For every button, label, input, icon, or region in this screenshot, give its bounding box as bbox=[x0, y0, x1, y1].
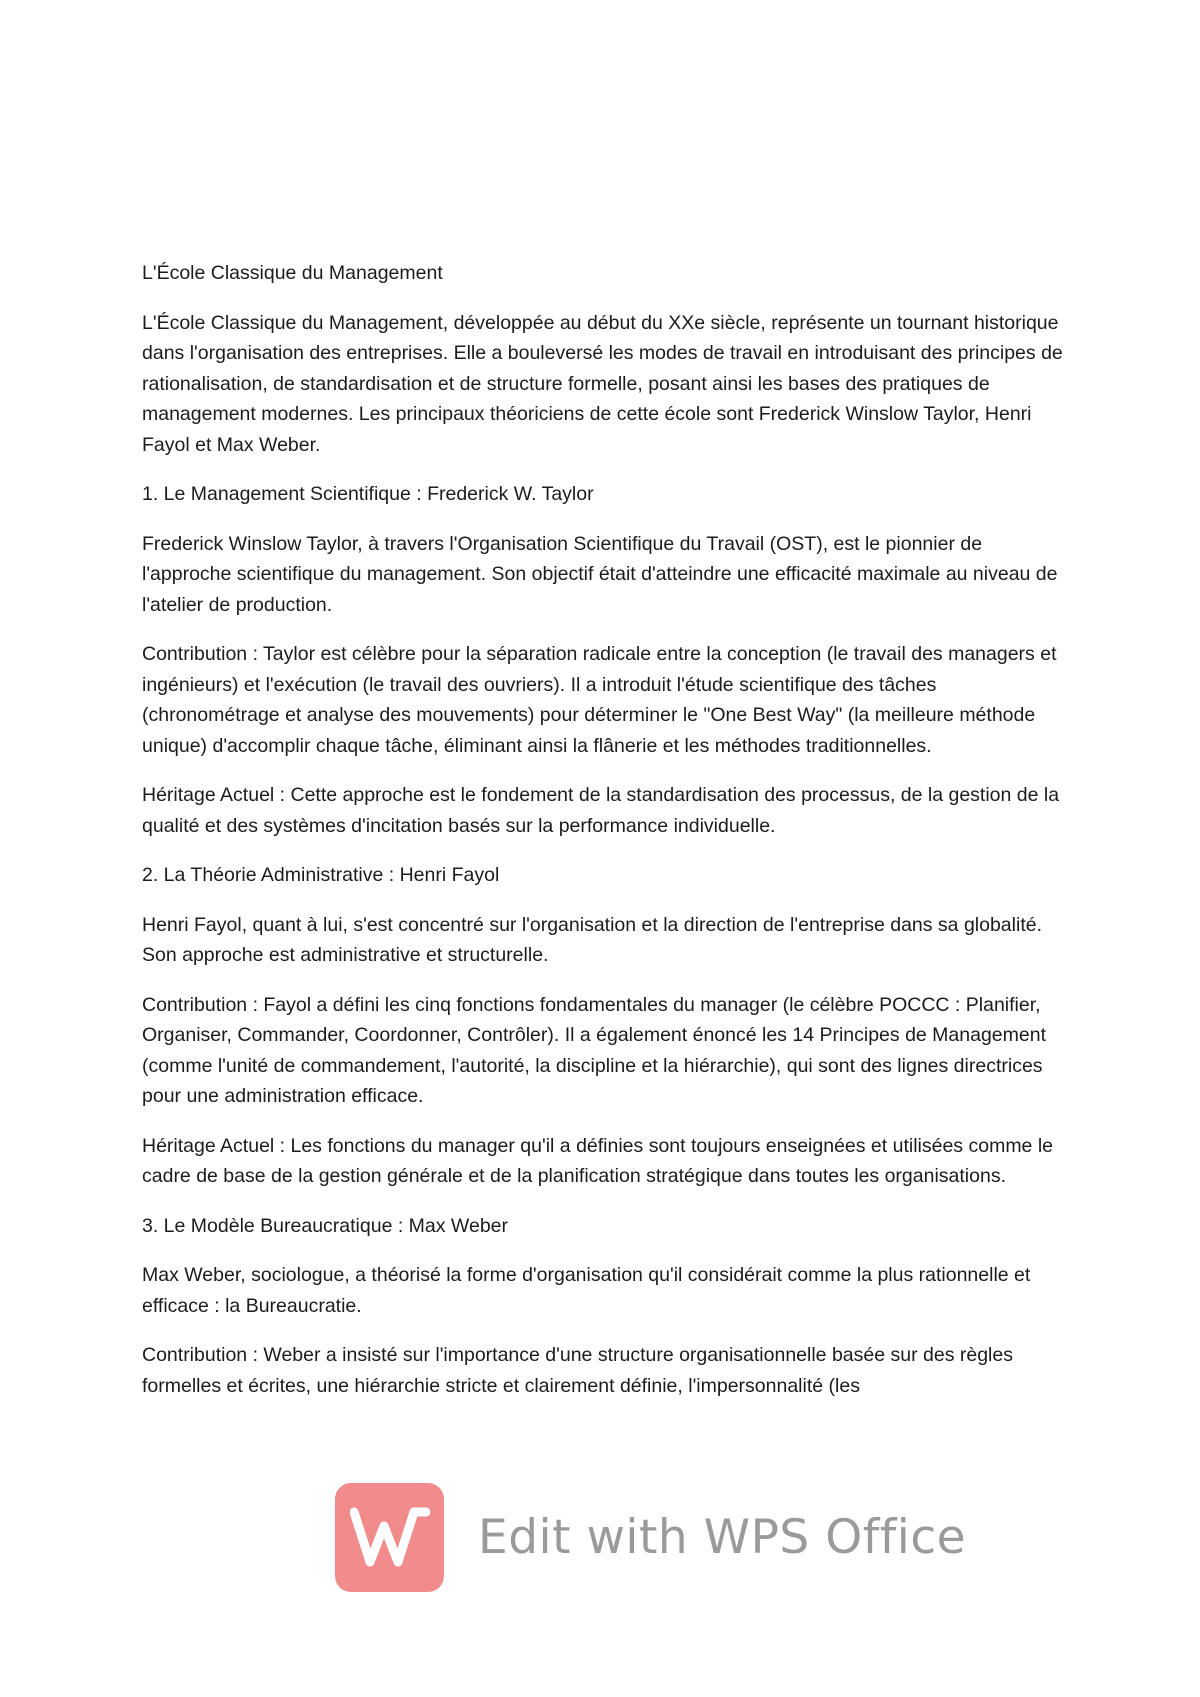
intro-paragraph: L'École Classique du Management, développée au début du XXe siècle, représente un tournant historique dans l'organisation des entreprises. Elle a bouleversé les modes de travail en introduisant des principes de rationalisation, de standardisation et de structure formelle, posant ainsi les bases des pratiques de management modernes. Les principaux théoriciens de cette école sont Frederick Winslow Taylor, Henri Fayol et Max Weber. bbox=[142, 311, 1063, 456]
paragraph-fayol-heritage: Héritage Actuel : Les fonctions du manager qu'il a définies sont toujours enseignées et utilisées comme le cadre de base de la gestion générale et de la planification stratégique dans toutes les organisations. bbox=[142, 1134, 1053, 1187]
paragraph-weber-contribution: Contribution : Weber a insisté sur l'importance d'une structure organisationnelle basée sur des règles formelles et écrites, une hiérarchie stricte et clairement définie, l'impersonnalité (les bbox=[142, 1344, 1013, 1397]
wps-office-logo-icon bbox=[335, 1483, 444, 1592]
document-body bbox=[142, 258, 1072, 1420]
paragraph-taylor-contribution: Contribution : Taylor est célèbre pour la séparation radicale entre la conception (le travail des managers et ingénieurs) et l'exécution (le travail des ouvriers). Il a introduit l'étude scientifique des tâches (chronométrage et analyse des mouvements) pour déterminer le "One Best Way" (la meilleure méthode unique) d'accomplir chaque tâche, éliminant ainsi la flânerie et les méthodes traditionnelles. bbox=[142, 643, 1057, 757]
wps-w-glyph bbox=[350, 1506, 430, 1568]
watermark-text: Edit with WPS Office bbox=[478, 1509, 967, 1565]
paragraph-taylor-intro: Frederick Winslow Taylor, à travers l'Organisation Scientifique du Travail (OST), est le pionnier de l'approche scientifique du management. Son objectif était d'atteindre une efficacité maximale au niveau de l'atelier de production. bbox=[142, 532, 1058, 616]
section-heading-weber: 3. Le Modèle Bureaucratique : Max Weber bbox=[142, 1214, 509, 1237]
paragraph-taylor-heritage: Héritage Actuel : Cette approche est le fondement de la standardisation des processus, de la gestion de la qualité et des systèmes d'incitation basés sur la performance individuelle. bbox=[142, 784, 1060, 837]
paragraph-fayol-intro: Henri Fayol, quant à lui, s'est concentré sur l'organisation et la direction de l'entreprise dans sa globalité. Son approche est administrative et structurelle. bbox=[142, 913, 1042, 966]
section-heading-fayol: 2. La Théorie Administrative : Henri Fayol bbox=[142, 864, 500, 886]
wps-watermark[interactable] bbox=[335, 1482, 966, 1592]
paragraph-weber-intro: Max Weber, sociologue, a théorisé la forme d'organisation qu'il considérait comme la plus rationnelle et efficace : la Bureaucratie. bbox=[142, 1264, 1031, 1317]
document-title: L'École Classique du Management bbox=[142, 262, 443, 284]
section-heading-taylor: 1. Le Management Scientifique : Frederick W. Taylor bbox=[142, 483, 594, 505]
paragraph-fayol-contribution: Contribution : Fayol a défini les cinq fonctions fondamentales du manager (le célèbre POCCC : Planifier, Organiser, Commander, Coordonner, Contrôler). Il a également énoncé les 14 Principes de Management (comme l'unité de commandement, l'autorité, la discipline et la hiérarchie), qui sont des lignes directrices pour une administration efficace. bbox=[142, 993, 1046, 1107]
